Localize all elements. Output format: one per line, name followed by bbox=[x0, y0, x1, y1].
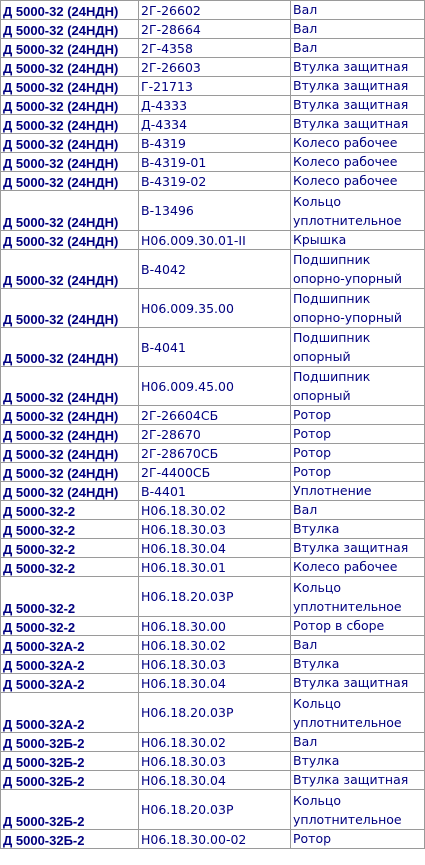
table-row bbox=[1, 501, 425, 520]
table-row bbox=[1, 752, 425, 771]
table-row bbox=[1, 577, 425, 617]
table-row bbox=[1, 693, 425, 733]
part-name-cell: Уплотнение bbox=[291, 482, 425, 501]
model-cell: Д 5000-32-2 bbox=[1, 617, 139, 636]
designation-cell: Г-21713 bbox=[139, 77, 291, 96]
designation-cell: 2Г-28664 bbox=[139, 20, 291, 39]
designation-cell: Н06.18.20.03Р bbox=[139, 790, 291, 830]
designation-cell: В-13496 bbox=[139, 191, 291, 231]
designation-cell: В-4042 bbox=[139, 250, 291, 289]
table-row bbox=[1, 96, 425, 115]
model-cell: Д 5000-32 (24НДН) bbox=[1, 444, 139, 463]
designation-cell: Н06.18.20.03Р bbox=[139, 693, 291, 733]
part-name-cell: Ротор bbox=[291, 425, 425, 444]
model-cell: Д 5000-32 (24НДН) bbox=[1, 115, 139, 134]
model-cell: Д 5000-32Б-2 bbox=[1, 752, 139, 771]
model-cell: Д 5000-32 (24НДН) bbox=[1, 96, 139, 115]
model-cell: Д 5000-32Б-2 bbox=[1, 733, 139, 752]
model-cell: Д 5000-32 (24НДН) bbox=[1, 39, 139, 58]
model-cell: Д 5000-32 (24НДН) bbox=[1, 250, 139, 289]
table-row bbox=[1, 172, 425, 191]
part-name-cell: Втулка защитная bbox=[291, 115, 425, 134]
table-row bbox=[1, 482, 425, 501]
part-name-cell: Подшипник опорно-упорный bbox=[291, 289, 425, 328]
designation-cell: Н06.18.30.00-02 bbox=[139, 830, 291, 849]
part-name-cell: Кольцо уплотнительное bbox=[291, 790, 425, 830]
designation-cell: В-4319 bbox=[139, 134, 291, 153]
table-row bbox=[1, 134, 425, 153]
table-row bbox=[1, 790, 425, 830]
model-cell: Д 5000-32 (24НДН) bbox=[1, 367, 139, 406]
part-name-cell: Кольцо уплотнительное bbox=[291, 577, 425, 617]
table-row bbox=[1, 830, 425, 849]
part-name-cell: Ротор bbox=[291, 830, 425, 849]
designation-cell: Н06.18.30.02 bbox=[139, 636, 291, 655]
designation-cell: В-4401 bbox=[139, 482, 291, 501]
table-row bbox=[1, 20, 425, 39]
model-cell: Д 5000-32А-2 bbox=[1, 693, 139, 733]
designation-cell: Н06.18.30.01 bbox=[139, 558, 291, 577]
table-row bbox=[1, 153, 425, 172]
part-name-cell: Втулка bbox=[291, 520, 425, 539]
model-cell: Д 5000-32 (24НДН) bbox=[1, 328, 139, 367]
part-name-cell: Втулка защитная bbox=[291, 58, 425, 77]
model-cell: Д 5000-32Б-2 bbox=[1, 771, 139, 790]
model-cell: Д 5000-32-2 bbox=[1, 577, 139, 617]
designation-cell: Д-4333 bbox=[139, 96, 291, 115]
model-cell: Д 5000-32 (24НДН) bbox=[1, 172, 139, 191]
designation-cell: 2Г-26603 bbox=[139, 58, 291, 77]
part-name-cell: Ротор bbox=[291, 444, 425, 463]
table-row bbox=[1, 617, 425, 636]
designation-cell: Н06.18.30.04 bbox=[139, 771, 291, 790]
designation-cell: 2Г-26602 bbox=[139, 1, 291, 20]
designation-cell: Н06.18.30.03 bbox=[139, 520, 291, 539]
designation-cell: Н06.18.20.03Р bbox=[139, 577, 291, 617]
table-row bbox=[1, 558, 425, 577]
table-row bbox=[1, 328, 425, 367]
designation-cell: Н06.18.30.03 bbox=[139, 752, 291, 771]
designation-cell: Н06.009.30.01-II bbox=[139, 231, 291, 250]
part-name-cell: Втулка bbox=[291, 752, 425, 771]
part-name-cell: Ротор bbox=[291, 463, 425, 482]
designation-cell: 2Г-28670СБ bbox=[139, 444, 291, 463]
part-name-cell: Вал bbox=[291, 1, 425, 20]
part-name-cell: Ротор bbox=[291, 406, 425, 425]
table-row bbox=[1, 406, 425, 425]
part-name-cell: Кольцо уплотнительное bbox=[291, 693, 425, 733]
designation-cell: Н06.18.30.00 bbox=[139, 617, 291, 636]
model-cell: Д 5000-32 (24НДН) bbox=[1, 406, 139, 425]
designation-cell: Н06.18.30.04 bbox=[139, 539, 291, 558]
table-row bbox=[1, 289, 425, 328]
table-row bbox=[1, 39, 425, 58]
model-cell: Д 5000-32 (24НДН) bbox=[1, 20, 139, 39]
table-row bbox=[1, 655, 425, 674]
part-name-cell: Кольцо уплотнительное bbox=[291, 191, 425, 231]
part-name-cell: Втулка bbox=[291, 655, 425, 674]
table-row bbox=[1, 425, 425, 444]
designation-cell: 2Г-28670 bbox=[139, 425, 291, 444]
part-name-cell: Втулка защитная bbox=[291, 539, 425, 558]
part-name-cell: Подшипник опорный bbox=[291, 367, 425, 406]
model-cell: Д 5000-32 (24НДН) bbox=[1, 289, 139, 328]
model-cell: Д 5000-32Б-2 bbox=[1, 790, 139, 830]
model-cell: Д 5000-32-2 bbox=[1, 520, 139, 539]
model-cell: Д 5000-32А-2 bbox=[1, 674, 139, 693]
table-row bbox=[1, 771, 425, 790]
model-cell: Д 5000-32Б-2 bbox=[1, 830, 139, 849]
designation-cell: Н06.18.30.02 bbox=[139, 501, 291, 520]
part-name-cell: Втулка защитная bbox=[291, 77, 425, 96]
model-cell: Д 5000-32 (24НДН) bbox=[1, 191, 139, 231]
designation-cell: Н06.18.30.02 bbox=[139, 733, 291, 752]
designation-cell: 2Г-4400СБ bbox=[139, 463, 291, 482]
part-name-cell: Вал bbox=[291, 733, 425, 752]
part-name-cell: Втулка защитная bbox=[291, 96, 425, 115]
designation-cell: В-4041 bbox=[139, 328, 291, 367]
part-name-cell: Вал bbox=[291, 501, 425, 520]
part-name-cell: Крышка bbox=[291, 231, 425, 250]
table-row bbox=[1, 250, 425, 289]
part-name-cell: Подшипник опорно-упорный bbox=[291, 250, 425, 289]
model-cell: Д 5000-32 (24НДН) bbox=[1, 482, 139, 501]
designation-cell: В-4319-02 bbox=[139, 172, 291, 191]
table-row bbox=[1, 58, 425, 77]
table-row bbox=[1, 444, 425, 463]
table-row bbox=[1, 636, 425, 655]
part-name-cell: Колесо рабочее bbox=[291, 558, 425, 577]
table-row bbox=[1, 1, 425, 20]
table-row bbox=[1, 733, 425, 752]
model-cell: Д 5000-32 (24НДН) bbox=[1, 58, 139, 77]
table-row bbox=[1, 463, 425, 482]
table-row bbox=[1, 115, 425, 134]
part-name-cell: Втулка защитная bbox=[291, 771, 425, 790]
table-row bbox=[1, 367, 425, 406]
model-cell: Д 5000-32 (24НДН) bbox=[1, 1, 139, 20]
table-row bbox=[1, 520, 425, 539]
model-cell: Д 5000-32-2 bbox=[1, 501, 139, 520]
model-cell: Д 5000-32-2 bbox=[1, 539, 139, 558]
table-row bbox=[1, 77, 425, 96]
designation-cell: 2Г-26604СБ bbox=[139, 406, 291, 425]
model-cell: Д 5000-32 (24НДН) bbox=[1, 463, 139, 482]
model-cell: Д 5000-32А-2 bbox=[1, 636, 139, 655]
table-row bbox=[1, 674, 425, 693]
part-name-cell: Ротор в сборе bbox=[291, 617, 425, 636]
part-name-cell: Колесо рабочее bbox=[291, 134, 425, 153]
part-name-cell: Вал bbox=[291, 636, 425, 655]
model-cell: Д 5000-32 (24НДН) bbox=[1, 231, 139, 250]
designation-cell: В-4319-01 bbox=[139, 153, 291, 172]
model-cell: Д 5000-32 (24НДН) bbox=[1, 153, 139, 172]
designation-cell: Н06.18.30.04 bbox=[139, 674, 291, 693]
designation-cell: Д-4334 bbox=[139, 115, 291, 134]
model-cell: Д 5000-32-2 bbox=[1, 558, 139, 577]
part-name-cell: Вал bbox=[291, 20, 425, 39]
designation-cell: 2Г-4358 bbox=[139, 39, 291, 58]
model-cell: Д 5000-32 (24НДН) bbox=[1, 134, 139, 153]
table-row bbox=[1, 191, 425, 231]
designation-cell: Н06.18.30.03 bbox=[139, 655, 291, 674]
part-name-cell: Подшипник опорный bbox=[291, 328, 425, 367]
parts-table-body bbox=[1, 1, 425, 849]
designation-cell: Н06.009.45.00 bbox=[139, 367, 291, 406]
table-row bbox=[1, 231, 425, 250]
model-cell: Д 5000-32 (24НДН) bbox=[1, 425, 139, 444]
model-cell: Д 5000-32 (24НДН) bbox=[1, 77, 139, 96]
part-name-cell: Вал bbox=[291, 39, 425, 58]
model-cell: Д 5000-32А-2 bbox=[1, 655, 139, 674]
part-name-cell: Колесо рабочее bbox=[291, 153, 425, 172]
table-row bbox=[1, 539, 425, 558]
part-name-cell: Колесо рабочее bbox=[291, 172, 425, 191]
part-name-cell: Втулка защитная bbox=[291, 674, 425, 693]
designation-cell: Н06.009.35.00 bbox=[139, 289, 291, 328]
